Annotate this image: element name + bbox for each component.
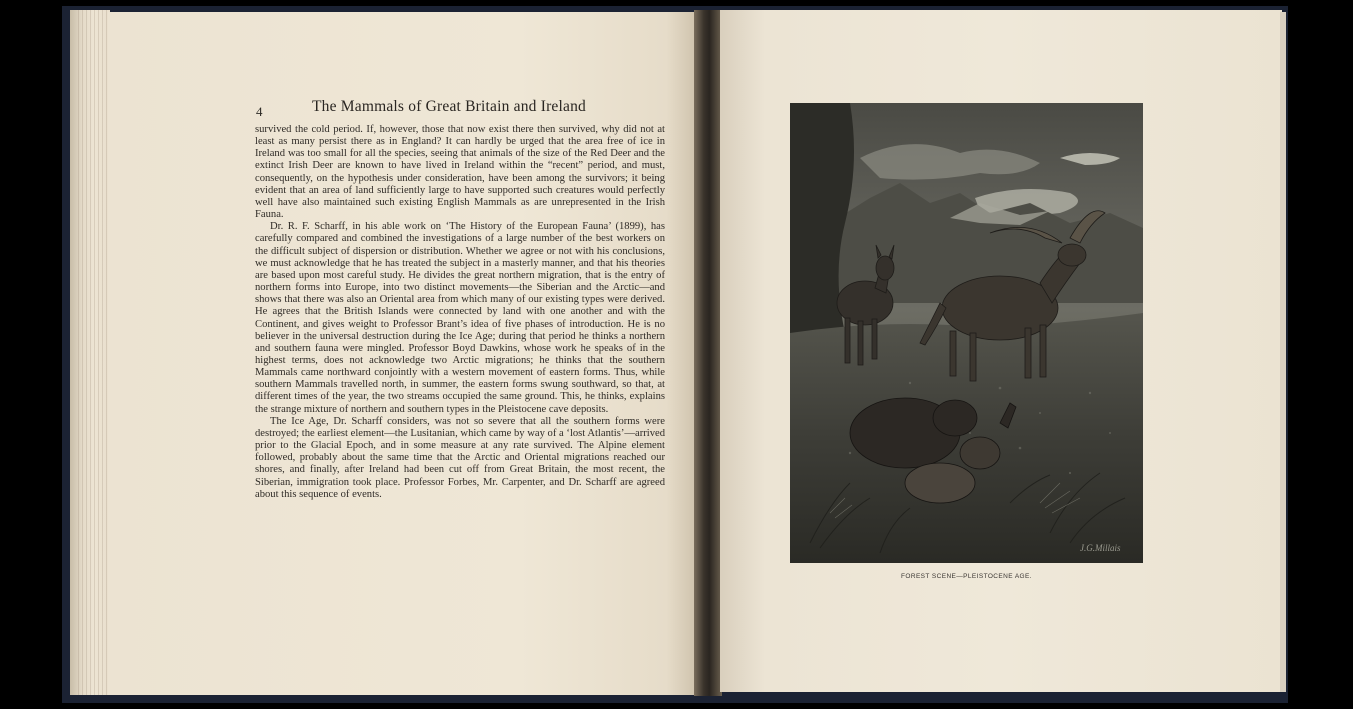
page-number: 4 [256, 104, 263, 119]
illustration-plate [790, 103, 1143, 563]
paragraph: Dr. R. F. Scharff, in his able work on ‘The History of the European Fauna’ (1899), has carefully compared and combined the investigations of a large number of the best workers on the difficult subject of dispersion or distribution. Whether we agree or not with his conclusions, we must acknowledge that he has treated the subject in a masterly manner, and that his theories are based upon most careful study. He divides the great northern migration, that is the entry of northern forms into Europe, into two distinct movements—the Siberian and the Arctic—and shows that there was also an Oriental area from which many of our existing types were derived. He agrees that the British Islands were connected by land with one another and with the Continent, and gives weight to Professor Brant’s idea of five phases of introduction. He is no believer in the universal destruction during the Ice Age; during that period he thinks a northern and southern fauna were mingled. Professor Boyd Dawkins, whose work he speaks of in the highest terms, does not acknowledge two Arctic migrations; he thinks that the southern Mammals came northward conjointly with a western movement of eastern forms. Thus, while southern Mammals travelled north, in summer, the eastern forms swung southward, so that, at different times of the year, the two streams occupied the same ground. This, he thinks, explains the strange mixture of northern and southern types in the Pleistocene cave deposits. [255, 221, 665, 415]
artist-signature: J.G.Millais [1080, 543, 1121, 553]
paragraph: The Ice Age, Dr. Scharff considers, was not so severe that all the southern forms were destroyed; the earliest element—the Lusitanian, which came by way of a ‘lost Atlantis’—arrived prior to the Glacial Epoch, and in some measure at any rate survived. The Alpine element followed, probably about the same time that the Arctic and Oriental migrations reached our shores, and finally, after Ireland had been cut off from Great Britain, the most recent, the Siberian, immigration took place. Professor Forbes, Mr. Carpenter, and Dr. Scharff are agreed about this sequence of events. [255, 415, 665, 500]
book-gutter [694, 10, 722, 696]
page-header [256, 98, 656, 120]
page-edges-right [1280, 12, 1286, 692]
body-text [255, 124, 665, 501]
paragraph: survived the cold period. If, however, those that now exist there then survived, why did not at least as many persist there as in England? It can hardly be urged that the area free of ice in Ireland was too small for all the species, seeing that animals of the size of the Red Deer and the extinct Irish Deer are known to have lived in Ireland within the “recent” period, and must, consequently, on the hypothesis under consideration, have been among the survivors; it being evident that an area of land sufficiently large to have supported such creatures would perfectly well have also maintained such existing English Mammals as are unrepresented in the Irish Fauna. [255, 124, 665, 221]
forest-scene-illustration [790, 103, 1143, 563]
page-edge-lines [78, 10, 108, 695]
plate-caption: FOREST SCENE—PLEISTOCENE AGE. [901, 573, 1032, 580]
running-title: The Mammals of Great Britain and Ireland [312, 98, 586, 115]
